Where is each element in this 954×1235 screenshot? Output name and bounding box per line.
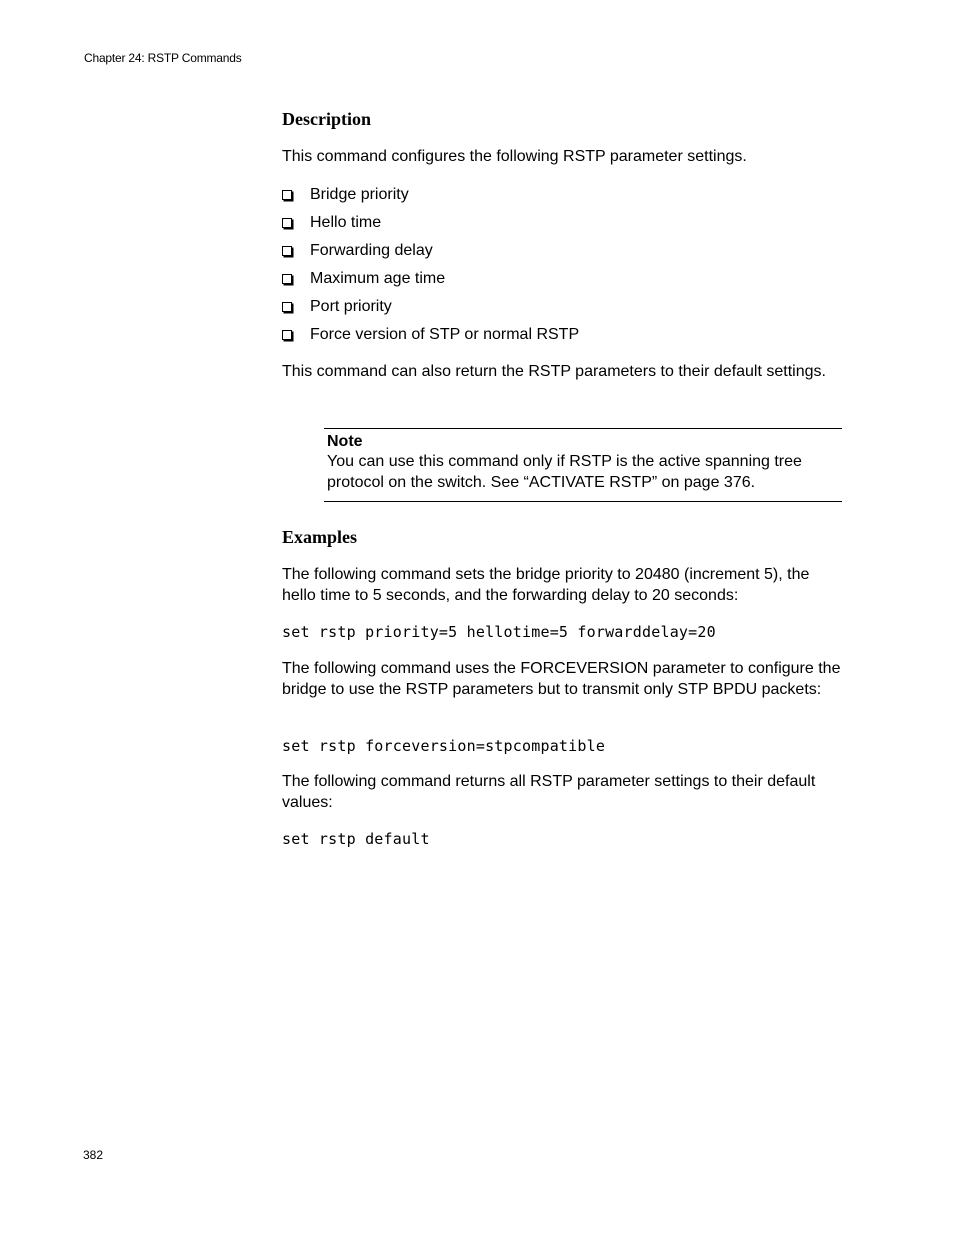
running-header: Chapter 24: RSTP Commands xyxy=(84,51,242,65)
note-box xyxy=(324,428,842,502)
example-description: The following command sets the bridge priority to 20480 (increment 5), the hello time to 5 seconds, and the forwarding delay to 20 seconds: xyxy=(282,566,810,604)
example-code: set rstp priority=5 hellotime=5 forwarddelay=20 xyxy=(282,623,716,641)
example-description: The following command uses the FORCEVERSION parameter to configure the bridge to use the RSTP parameters but to transmit only STP BPDU packets: xyxy=(282,660,841,698)
list-item-label: Forwarding delay xyxy=(310,242,433,259)
description-heading: Description xyxy=(282,109,371,129)
list-item-label: Force version of STP or normal RSTP xyxy=(310,326,580,343)
list-item-label: Bridge priority xyxy=(310,186,409,203)
box-bullet-icon xyxy=(282,302,292,312)
list-item-label: Hello time xyxy=(310,214,382,231)
list-item-label: Maximum age time xyxy=(310,270,446,287)
example-code: set rstp default xyxy=(282,830,430,848)
box-bullet-icon xyxy=(282,246,292,256)
box-bullet-icon xyxy=(282,274,292,284)
box-bullet-icon xyxy=(282,190,292,200)
example-code: set rstp forceversion=stpcompatible xyxy=(282,737,606,755)
note-title: Note xyxy=(327,433,363,450)
list-item-label: Port priority xyxy=(310,298,392,315)
page-number: 382 xyxy=(83,1148,104,1162)
box-bullet-icon xyxy=(282,218,292,228)
note-body: You can use this command only if RSTP is the active spanning tree protocol on the switch. See “ACTIVATE RSTP” on page 376. xyxy=(327,453,802,491)
examples-heading: Examples xyxy=(282,527,358,547)
box-bullet-icon xyxy=(282,330,292,340)
description-outro: This command can also return the RSTP parameters to their default settings. xyxy=(282,363,826,380)
description-intro: This command configures the following RSTP parameter settings. xyxy=(282,148,747,165)
example-description: The following command returns all RSTP parameter settings to their default values: xyxy=(282,773,816,811)
